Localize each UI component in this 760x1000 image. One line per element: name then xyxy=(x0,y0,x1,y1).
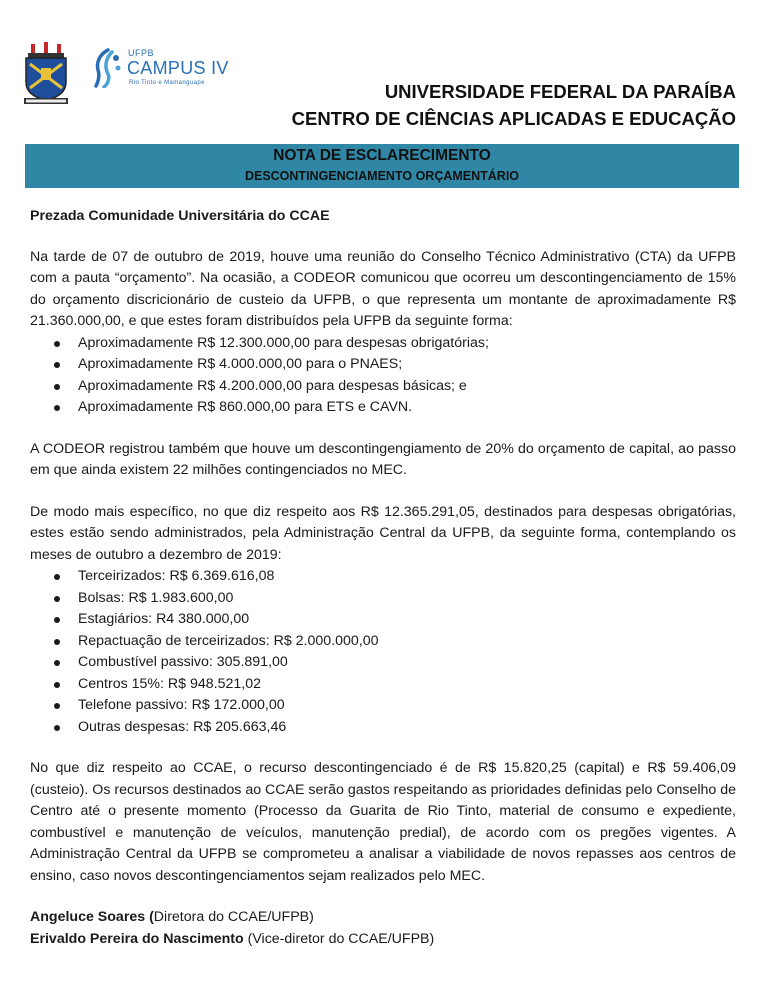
banner-title: NOTA DE ESCLARECIMENTO xyxy=(273,147,491,164)
list-item: Aproximadamente R$ 4.200.000,00 para despesas básicas; e xyxy=(50,376,736,398)
greeting: Prezada Comunidade Universitária do CCAE xyxy=(30,208,330,224)
campus-mark-icon xyxy=(92,48,124,88)
list-item: Repactuação de terceirizados: R$ 2.000.000,00 xyxy=(50,631,736,653)
document-body xyxy=(30,206,736,950)
signature-director xyxy=(30,907,736,929)
document-header xyxy=(0,0,760,140)
list-item: Aproximadamente R$ 4.000.000,00 para o PNAES; xyxy=(50,354,736,376)
signature-role: Diretora do CCAE/UFPB) xyxy=(153,909,314,925)
signature-role: (Vice-diretor do CCAE/UFPB) xyxy=(243,930,435,947)
paragraph-ccae: No que diz respeito ao CCAE, o recurso descontingenciado é de R$ 15.820,25 (capital) e R$ 59.406,09 (custeio). Os recursos destinados ao CCAE serão gastos respeitando as prioridades definidas pelo Conselho de Centro até o presente momento (Processo da Guarita de Rio Tinto, material de consumo e expediente, combustível e manutenção de veículos, manutenção predial), de acordo com os pregões vigentes. A Administração Central da UFPB se comprometeu a analisar a viabilidade de novos repasses aos centros de ensino, caso novos descontingenciamentos sejam realizados pelo MEC. xyxy=(30,760,736,884)
list-item: Terceirizados: R$ 6.369.616,08 xyxy=(50,566,736,588)
signature-name: Erivaldo Pereira do Nascimento xyxy=(30,930,244,947)
list-item: Aproximadamente R$ 12.300.000,00 para despesas obrigatórias; xyxy=(50,333,736,355)
paragraph-capital: A CODEOR registrou também que houve um descontingengiamento de 20% do orçamento de capital, ao passo em que ainda existem 22 milhões contingenciados no MEC. xyxy=(30,440,736,478)
list-item: Telefone passivo: R$ 172.000,00 xyxy=(50,695,736,717)
expenses-list xyxy=(50,566,736,738)
campus-logo-ufpb-text: UFPB xyxy=(128,48,155,58)
university-name: UNIVERSIDADE FEDERAL DA PARAÍBA xyxy=(384,81,736,102)
ufpb-crest-logo xyxy=(22,42,70,106)
signature-name: Angeluce Soares ( xyxy=(30,909,154,925)
list-item: Estagiários: R4 380.000,00 xyxy=(50,609,736,631)
banner-subtitle: DESCONTINGENCIAMENTO ORÇAMENTÁRIO xyxy=(244,169,520,183)
list-item: Combustível passivo: 305.891,00 xyxy=(50,652,736,674)
title-banner xyxy=(25,144,739,188)
list-item: Outras despesas: R$ 205.663,46 xyxy=(50,717,736,739)
campus-iv-logo xyxy=(92,46,252,96)
paragraph-meeting: Na tarde de 07 de outubro de 2019, houve uma reunião do Conselho Técnico Administrativo (CTA) da UFPB com a pauta “orçamento”. Na ocasião, a CODEOR comunicou que ocorreu um descontingenciamento de 15% do orçamento discricionário de custeio da UFPB, o que representa um montante de aproximadamente R$ 21.360.000,00, e que estes foram distribuídos pela UFPB da seguinte forma: xyxy=(30,248,736,329)
list-item: Aproximadamente R$ 860.000,00 para ETS e CAVN. xyxy=(50,397,736,419)
signature-vice-director xyxy=(30,929,736,951)
list-item: Centros 15%: R$ 948.521,02 xyxy=(50,674,736,696)
center-name: CENTRO DE CIÊNCIAS APLICADAS E EDUCAÇÃO xyxy=(291,108,736,129)
campus-logo-subtitle: Rio Tinto e Mamanguape xyxy=(129,80,205,86)
paragraph-obligatory-expenses: De modo mais específico, no que diz respeito aos R$ 12.365.291,05, destinados para despesas obrigatórias, estes estão sendo administrados, pela Administração Central da UFPB, da seguinte forma, contemplando os meses de outubro a dezembro de 2019: xyxy=(30,503,736,563)
list-item: Bolsas: R$ 1.983.600,00 xyxy=(50,588,736,610)
campus-logo-name: CAMPUS IV xyxy=(127,58,229,78)
distribution-list xyxy=(50,333,736,419)
institution-title xyxy=(292,78,736,132)
